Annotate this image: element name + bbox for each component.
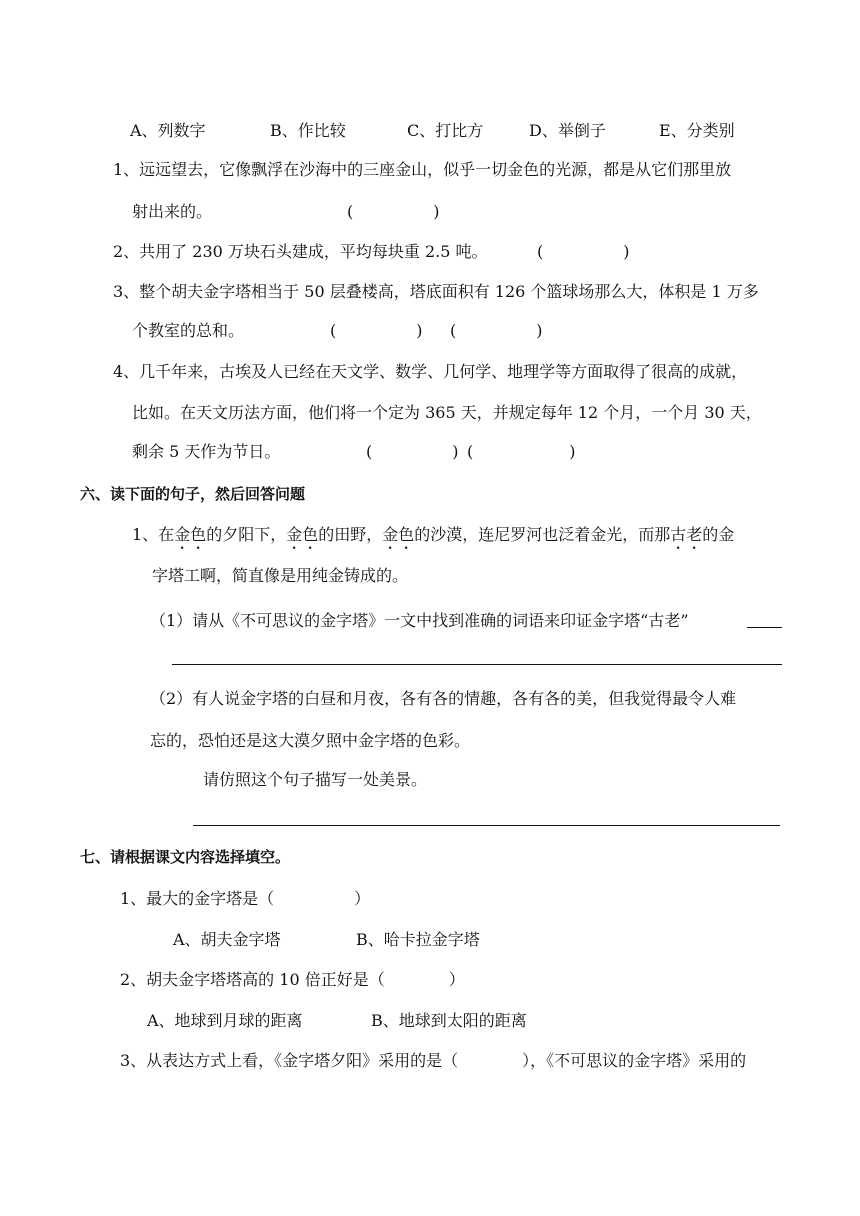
sec6-q1-text: （1）请从《不可思议的金字塔》一文中找到准确的词语来印证金字塔“古老” xyxy=(150,611,689,630)
passage-text: 1、在 xyxy=(132,525,175,544)
sec6-passage-line1 xyxy=(132,525,734,553)
q5-item4-line2: 比如。在天文历法方面，他们将一个定为 365 天，并规定每年 12 个月，一个月 30 天， xyxy=(132,403,762,422)
q5-item2: 2、共用了 230 万块石头建成，平均每块重 2.5 吨。 xyxy=(113,242,488,261)
q5-item3-line2: 个教室的总和。 xyxy=(132,321,245,340)
sec6-passage-line2: 字塔工啊，简直像是用纯金铸成的。 xyxy=(152,566,409,585)
q5-item4-answer-paren-2[interactable]: ( ) xyxy=(467,442,576,461)
sec7-q1-option-a[interactable]: A、胡夫金字塔 xyxy=(173,930,281,949)
sec6-q2-line2: 忘的，恐怕还是这大漠夕照中金字塔的色彩。 xyxy=(150,731,471,750)
option-c: C、打比方 xyxy=(407,121,484,140)
q5-item4-line1: 4、几千年来，古埃及人已经在天文学、数学、几何学、地理学等方面取得了很高的成就， xyxy=(113,362,748,381)
sec7-q1: 1、最大的金字塔是（ ） xyxy=(120,889,371,908)
sec6-q1-answer-line[interactable] xyxy=(172,664,782,665)
passage-text: 的金 xyxy=(702,525,735,544)
sec6-q2-line1: （2）有人说金字塔的白昼和月夜，各有各的情趣，各有各的美，但我觉得最令人难 xyxy=(150,689,737,708)
option-a: A、列数字 xyxy=(130,121,206,140)
q5-item3-line1: 3、整个胡夫金字塔相当于 50 层叠楼高，塔底面积有 126 个篮球场那么大，体积是 1 万多 xyxy=(113,282,759,301)
sec6-q2-answer-line[interactable] xyxy=(193,825,780,826)
passage-text: 的夕阳下， xyxy=(206,525,287,544)
sec7-q1-option-b[interactable]: B、哈卡拉金字塔 xyxy=(356,930,480,949)
section-7-title: 七、请根据课文内容选择填空。 xyxy=(80,848,291,866)
dotted-word: 古老 xyxy=(670,525,703,544)
dotted-word: 金色 xyxy=(382,525,415,544)
passage-text: 的田野， xyxy=(318,525,383,544)
option-b: B、作比较 xyxy=(270,121,346,140)
sec6-q1-answer-blank[interactable] xyxy=(747,627,782,628)
sec6-q2-instruction: 请仿照这个句子描写一处美景。 xyxy=(203,770,428,789)
option-d: D、举倒子 xyxy=(529,121,606,140)
q5-item4-answer-paren-1[interactable]: ( ) xyxy=(366,442,459,461)
passage-text: 的沙漠，连尼罗河也泛着金光，而那 xyxy=(414,525,671,544)
sec7-q2-option-a[interactable]: A、地球到月球的距离 xyxy=(147,1011,303,1030)
dotted-word: 金色 xyxy=(174,525,207,544)
sec6-q1 xyxy=(150,611,689,631)
sec7-q3: 3、从表达方式上看，《金字塔夕阳》采用的是（ ），《不可思议的金字塔》采用的 xyxy=(120,1051,747,1070)
q5-item4-line3: 剩余 5 天作为节日。 xyxy=(132,442,281,461)
section-6-title: 六、读下面的句子，然后回答问题 xyxy=(80,485,306,503)
q5-item1-line1: 1、远远望去，它像飘浮在沙海中的三座金山，似乎一切金色的光源，都是从它们那里放 xyxy=(113,160,732,179)
sec7-q2-option-b[interactable]: B、地球到太阳的距离 xyxy=(371,1011,527,1030)
dotted-word: 金色 xyxy=(286,525,319,544)
q5-item1-line2: 射出来的。 xyxy=(132,202,213,221)
q5-item1-answer-paren[interactable]: ( ) xyxy=(347,202,440,221)
option-e: E、分类别 xyxy=(659,121,735,140)
q5-item3-answer-paren-1[interactable]: ( ) xyxy=(330,321,423,340)
q5-item3-answer-paren-2[interactable]: ( ) xyxy=(450,321,543,340)
q5-item2-answer-paren[interactable]: ( ) xyxy=(537,242,630,261)
sec7-q2: 2、胡夫金字塔塔高的 10 倍正好是（ ） xyxy=(120,970,465,989)
